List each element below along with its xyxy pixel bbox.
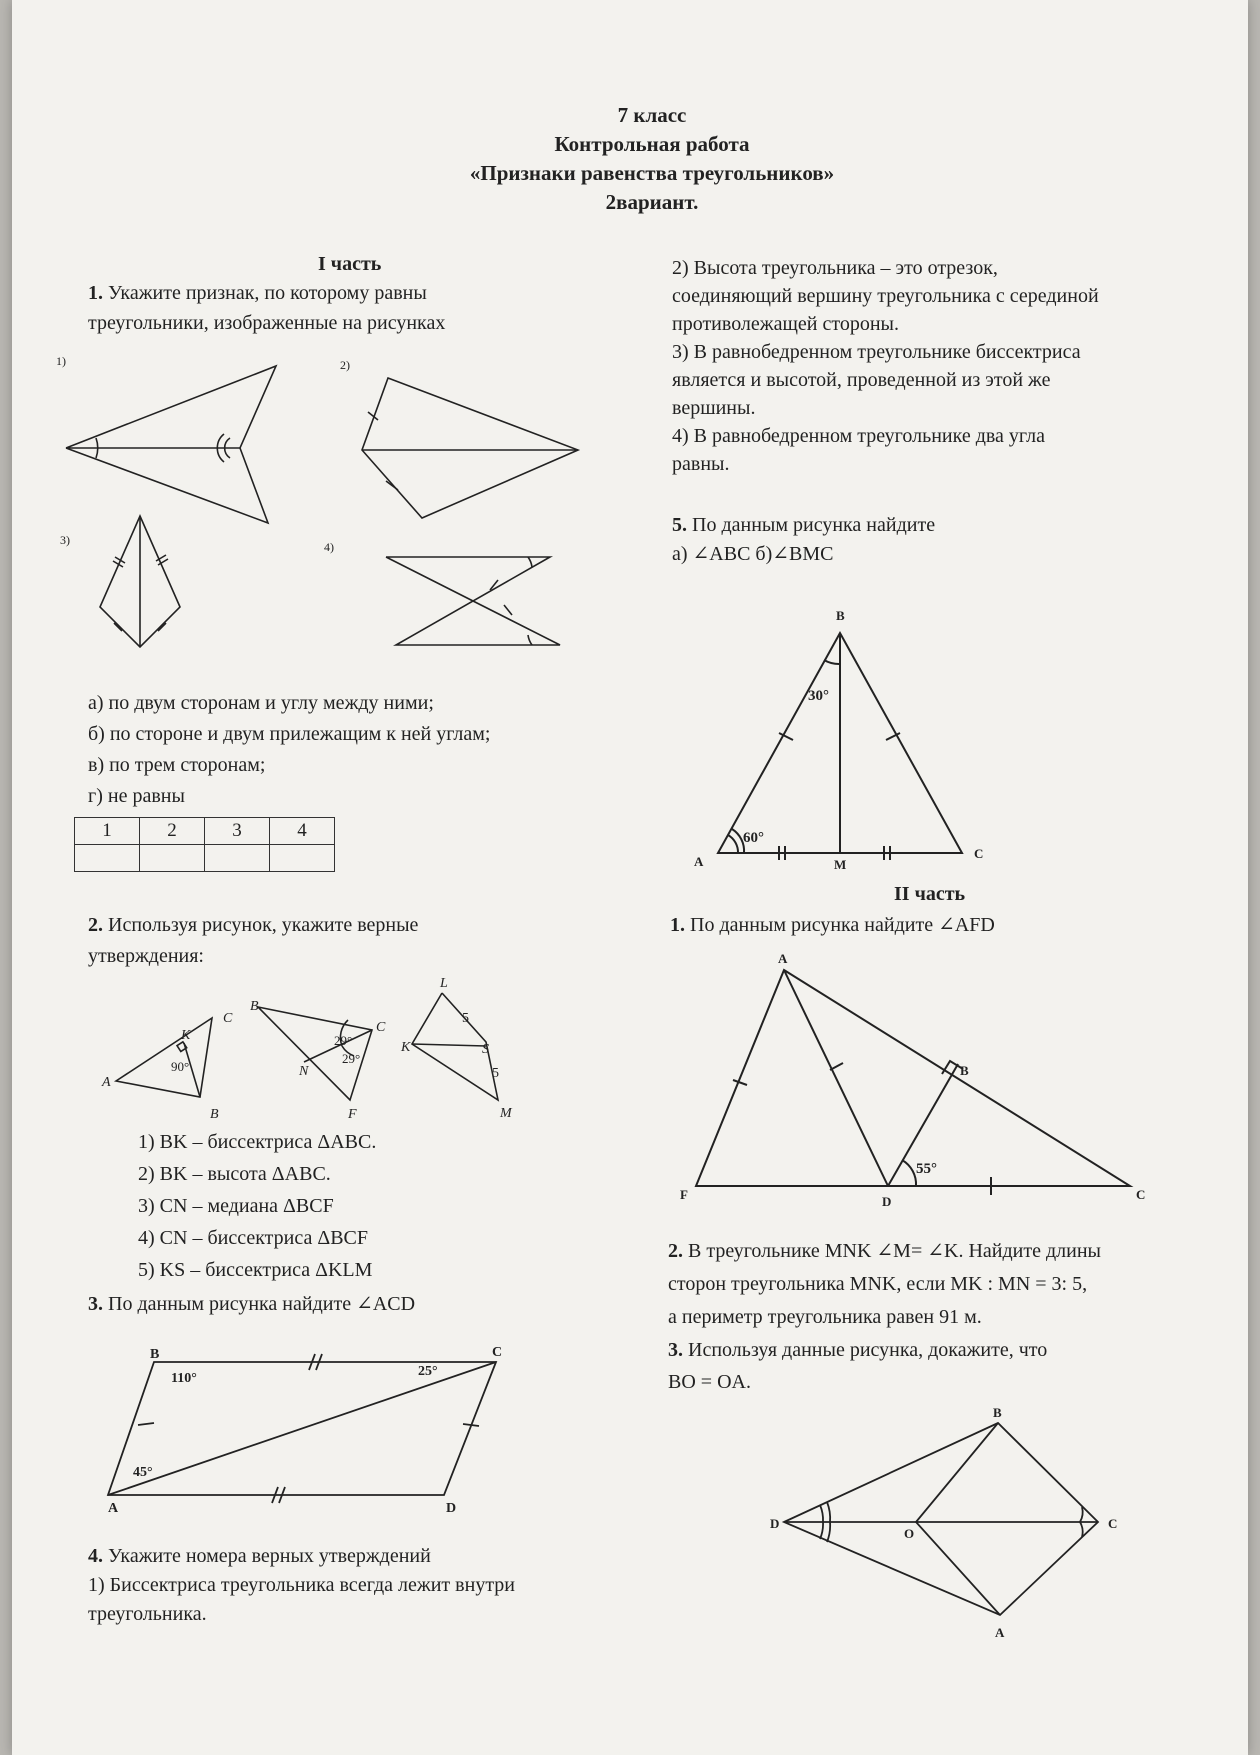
q2-label-l: L: [440, 976, 448, 991]
q3-label-b: B: [150, 1347, 160, 1362]
p2q1-text: По данным рисунка найдите ∠AFD: [690, 914, 995, 936]
q5-text: По данным рисунка найдите: [692, 514, 936, 536]
fig4-label: 4): [324, 540, 334, 554]
p2q3-label-d: D: [770, 1516, 780, 1531]
q3-angle-25: 25°: [418, 1364, 438, 1379]
q3-angle-45: 45°: [133, 1465, 153, 1480]
p2q3-label-b: B: [993, 1405, 1002, 1420]
q3-label-c: C: [492, 1345, 503, 1360]
q2-label-s: S: [482, 1042, 489, 1057]
p2q2-text2: сторон треугольника MNK, если MK : MN = 3: 5,: [668, 1273, 1088, 1295]
p2q3-number: 3.: [668, 1339, 683, 1361]
q2-len-5b: 5: [492, 1066, 499, 1081]
q2-label-c: C: [223, 1011, 233, 1026]
q2-statement-2: 2) BK – высота ΔABC.: [138, 1163, 331, 1185]
q2-statement-1: 1) BK – биссектриса ΔABC.: [138, 1131, 377, 1153]
q5-label-b: B: [836, 608, 845, 623]
answer-col-2: 2: [140, 818, 205, 845]
q4-statement-1b: треугольника.: [88, 1603, 207, 1625]
q2-len-5a: 5: [462, 1011, 469, 1026]
q2-number: 2.: [88, 914, 103, 936]
q4-number: 4.: [88, 1545, 103, 1567]
q2-angle-29b: 29°: [342, 1051, 361, 1066]
q2-angle-29a: 29°: [334, 1033, 353, 1048]
part1-title: I часть: [318, 253, 382, 275]
p2q3-label-a: A: [995, 1625, 1005, 1640]
q4-statement-4a: 4) В равнобедренном треугольнике два угла: [672, 425, 1045, 447]
q4-statement-3b: является и высотой, проведенной из этой же: [672, 369, 1051, 391]
q2-label-n: N: [299, 1064, 309, 1079]
q2-label-k: K: [181, 1028, 191, 1043]
q5-label-a: A: [694, 854, 704, 869]
q4-statement-4b: равны.: [672, 453, 730, 475]
p2q3-text2: BO = OA.: [668, 1371, 751, 1393]
p2q3-figure: [12, 0, 1248, 1755]
q4-statement-2a: 2) Высота треугольника – это отрезок,: [672, 257, 998, 279]
q4-statement-1a: 1) Биссектриса треугольника всегда лежит внутри: [88, 1574, 516, 1596]
q1-text2: треугольники, изображенные на рисунках: [88, 312, 446, 334]
p2q1-label-d: D: [882, 1194, 892, 1209]
q5-items: а) ∠ABC б)∠BMC: [672, 543, 834, 565]
q4-text: Укажите номера верных утверждений: [108, 1545, 431, 1567]
topic-title: «Признаки равенства треугольников»: [469, 161, 835, 185]
answer-col-1: 1: [75, 818, 140, 845]
q4-statement-2b: соединяющий вершину треугольника с серединой: [672, 285, 1099, 307]
q2-statement-4: 4) CN – биссектриса ΔBCF: [138, 1227, 368, 1249]
q2-label-b: B: [210, 1107, 219, 1122]
answer-col-4: 4: [270, 818, 335, 845]
q2-angle-90: 90°: [171, 1059, 190, 1074]
p2q1-label-a: A: [778, 951, 788, 966]
p2q3-label-c: C: [1108, 1516, 1118, 1531]
worksheet-page: [12, 0, 1248, 1755]
q2-label-b2: B: [250, 999, 259, 1014]
answer-col-3: 3: [205, 818, 270, 845]
q2-label-m: M: [500, 1106, 512, 1121]
q4-statement-3c: вершины.: [672, 397, 756, 419]
p2q1-label-c: C: [1136, 1187, 1146, 1202]
q3-text: По данным рисунка найдите ∠ACD: [108, 1293, 416, 1315]
q3-number: 3.: [88, 1293, 103, 1315]
grade-title: 7 класс: [617, 103, 687, 127]
fig3-label: 3): [60, 533, 70, 547]
fig1-label: 1): [56, 354, 66, 368]
q3-angle-110: 110°: [171, 1371, 197, 1386]
q2-text2: утверждения:: [88, 945, 204, 967]
p2q2-text3: а периметр треугольника равен 91 м.: [668, 1306, 982, 1328]
p2q1-label-f: F: [680, 1187, 688, 1202]
variant-title: 2вариант.: [605, 190, 699, 214]
q2-label-c2: C: [376, 1020, 386, 1035]
q5-angle-30: 30°: [808, 688, 829, 704]
q1-option-v: в) по трем сторонам;: [88, 754, 266, 776]
part2-title: II часть: [894, 883, 966, 905]
q2-label-f: F: [348, 1107, 357, 1122]
fig2-label: 2): [340, 358, 350, 372]
q3-label-d: D: [446, 1501, 457, 1516]
p2q1-label-b: B: [960, 1063, 969, 1078]
q4-statement-3a: 3) В равнобедренном треугольнике биссектриса: [672, 341, 1081, 363]
q5-label-c: C: [974, 846, 984, 861]
q2-label-k3: K: [401, 1040, 411, 1055]
p2q2-text1: В треугольнике MNK ∠M= ∠K. Найдите длины: [688, 1240, 1101, 1262]
work-type-title: Контрольная работа: [554, 132, 750, 156]
p2q1-angle-55: 55°: [916, 1161, 937, 1177]
q3-label-a: A: [108, 1501, 119, 1516]
p2q1-number: 1.: [670, 914, 685, 936]
p2q3-text1: Используя данные рисунка, докажите, что: [688, 1339, 1048, 1361]
q1-option-b: б) по стороне и двум прилежащим к ней углам;: [88, 723, 491, 745]
q2-statement-3: 3) CN – медиана ΔBCF: [138, 1195, 334, 1217]
q1-option-g: г) не равны: [88, 785, 185, 807]
q1-number: 1.: [88, 282, 103, 304]
q2-text1: Используя рисунок, укажите верные: [108, 914, 419, 936]
q5-label-m: M: [834, 857, 847, 872]
q1-option-a: а) по двум сторонам и углу между ними;: [88, 692, 434, 714]
q2-label-a: A: [102, 1075, 111, 1090]
q4-statement-2c: противолежащей стороны.: [672, 313, 899, 335]
q5-number: 5.: [672, 514, 687, 536]
q1-text1: Укажите признак, по которому равны: [108, 282, 427, 304]
q2-statement-5: 5) KS – биссектриса ΔKLM: [138, 1259, 373, 1281]
p2q2-number: 2.: [668, 1240, 683, 1262]
p2q3-label-o: O: [904, 1526, 915, 1541]
q5-angle-60: 60°: [743, 830, 764, 846]
